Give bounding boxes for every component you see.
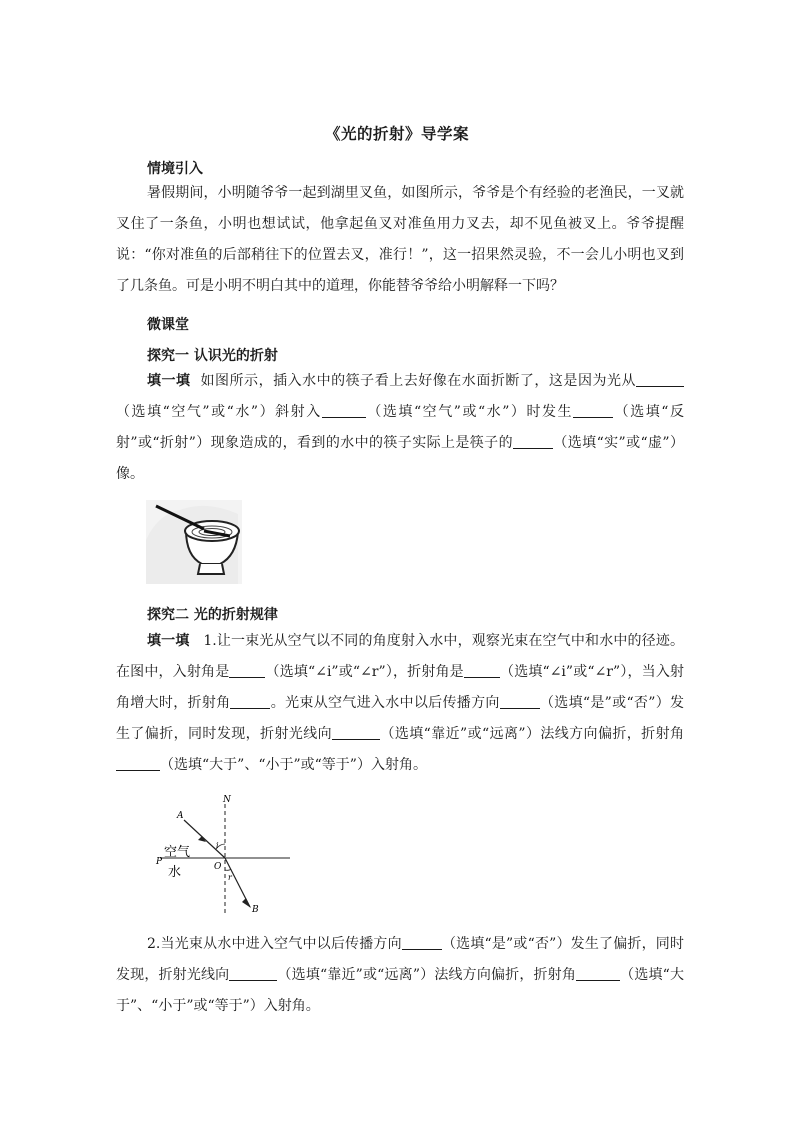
fill-in-tag: 填一填: [147, 373, 191, 389]
heading-explore-2: 探究二 光的折射规律: [147, 607, 278, 623]
blank-3[interactable]: [573, 403, 613, 418]
bowl-chopstick-image: [146, 500, 242, 584]
label-air: 空气: [164, 845, 191, 860]
blank-12[interactable]: [229, 966, 277, 981]
blank-8[interactable]: [500, 694, 540, 709]
blank-10[interactable]: [116, 756, 160, 771]
blank-4[interactable]: [513, 434, 553, 449]
label-n: N: [223, 795, 231, 805]
label-water: 水: [168, 865, 182, 880]
explore1-paragraph: 填一填 如图所示，插入水中的筷子看上去好像在水面折断了，这是因为光从（选填“空气”或“水”）斜射入 （选填“空气”或“水”）时发生 （选填“反射”或“折射”）现象造成的，看到的水中的筷子实际上是筷子的 （选填“实”或“虚”）像。: [116, 373, 684, 482]
refraction-diagram: [150, 794, 300, 918]
label-a: A: [177, 811, 184, 821]
heading-intro: 情境引入: [147, 161, 203, 177]
heading-micro-class: 微课堂: [147, 317, 189, 333]
blank-1[interactable]: [636, 372, 684, 387]
label-p: P: [156, 857, 163, 867]
blank-7[interactable]: [230, 694, 270, 709]
explore2-q2-paragraph: 2.当光束从水中进入空气中以后传播方向 （选填“是”或“否”）发生了偏折，同时发现，折射光线向 （选填“靠近”或“远离”）法线方向偏折，折射角 （选填“大于”、“小于”或“等于”）入射角。: [116, 936, 684, 1014]
fill-in-tag-2: 填一填: [147, 633, 190, 649]
label-b: B: [252, 905, 259, 915]
label-r: r: [228, 873, 232, 882]
label-i: i: [216, 841, 219, 850]
heading-explore-1: 探究一 认识光的折射: [147, 348, 278, 364]
blank-13[interactable]: [576, 966, 620, 981]
blank-6[interactable]: [464, 663, 500, 678]
label-o: O: [214, 862, 222, 872]
blank-2[interactable]: [322, 403, 366, 418]
intro-paragraph: 暑假期间，小明随爷爷一起到湖里叉鱼，如图所示，爷爷是个有经验的老渔民，一叉就叉住了一条鱼，小明也想试试，他拿起鱼叉对准鱼用力叉去，却不见鱼被叉上。爷爷提醒说：“你对准鱼的后部稍往下的位置去叉，准行！”，这一招果然灵验，不一会儿小明也叉到了几条鱼。可是小明不明白其中的道理，你能替爷爷给小明解释一下吗？: [116, 185, 684, 294]
page-title: 《光的折射》导学案: [324, 124, 469, 143]
blank-9[interactable]: [332, 725, 380, 740]
blank-5[interactable]: [229, 663, 265, 678]
explore2-q1-paragraph: 填一填 1.让一束光从空气以不同的角度射入水中，观察光束在空气中和水中的径迹。在图中，入射角是 （选填“∠i”或“∠r”），折射角是 （选填“∠i”或“∠r”），当入射角增大时，折射角 。光束从空气进入水中以后传播方向 （选填“是”或“否”）发生了偏折，同时发现，折射光线向 （选填“靠近”或“远离”）法线方向偏折，折射角（选填“大于”、“小于”或“等于”）入射角。: [116, 633, 685, 773]
blank-11[interactable]: [402, 935, 442, 950]
